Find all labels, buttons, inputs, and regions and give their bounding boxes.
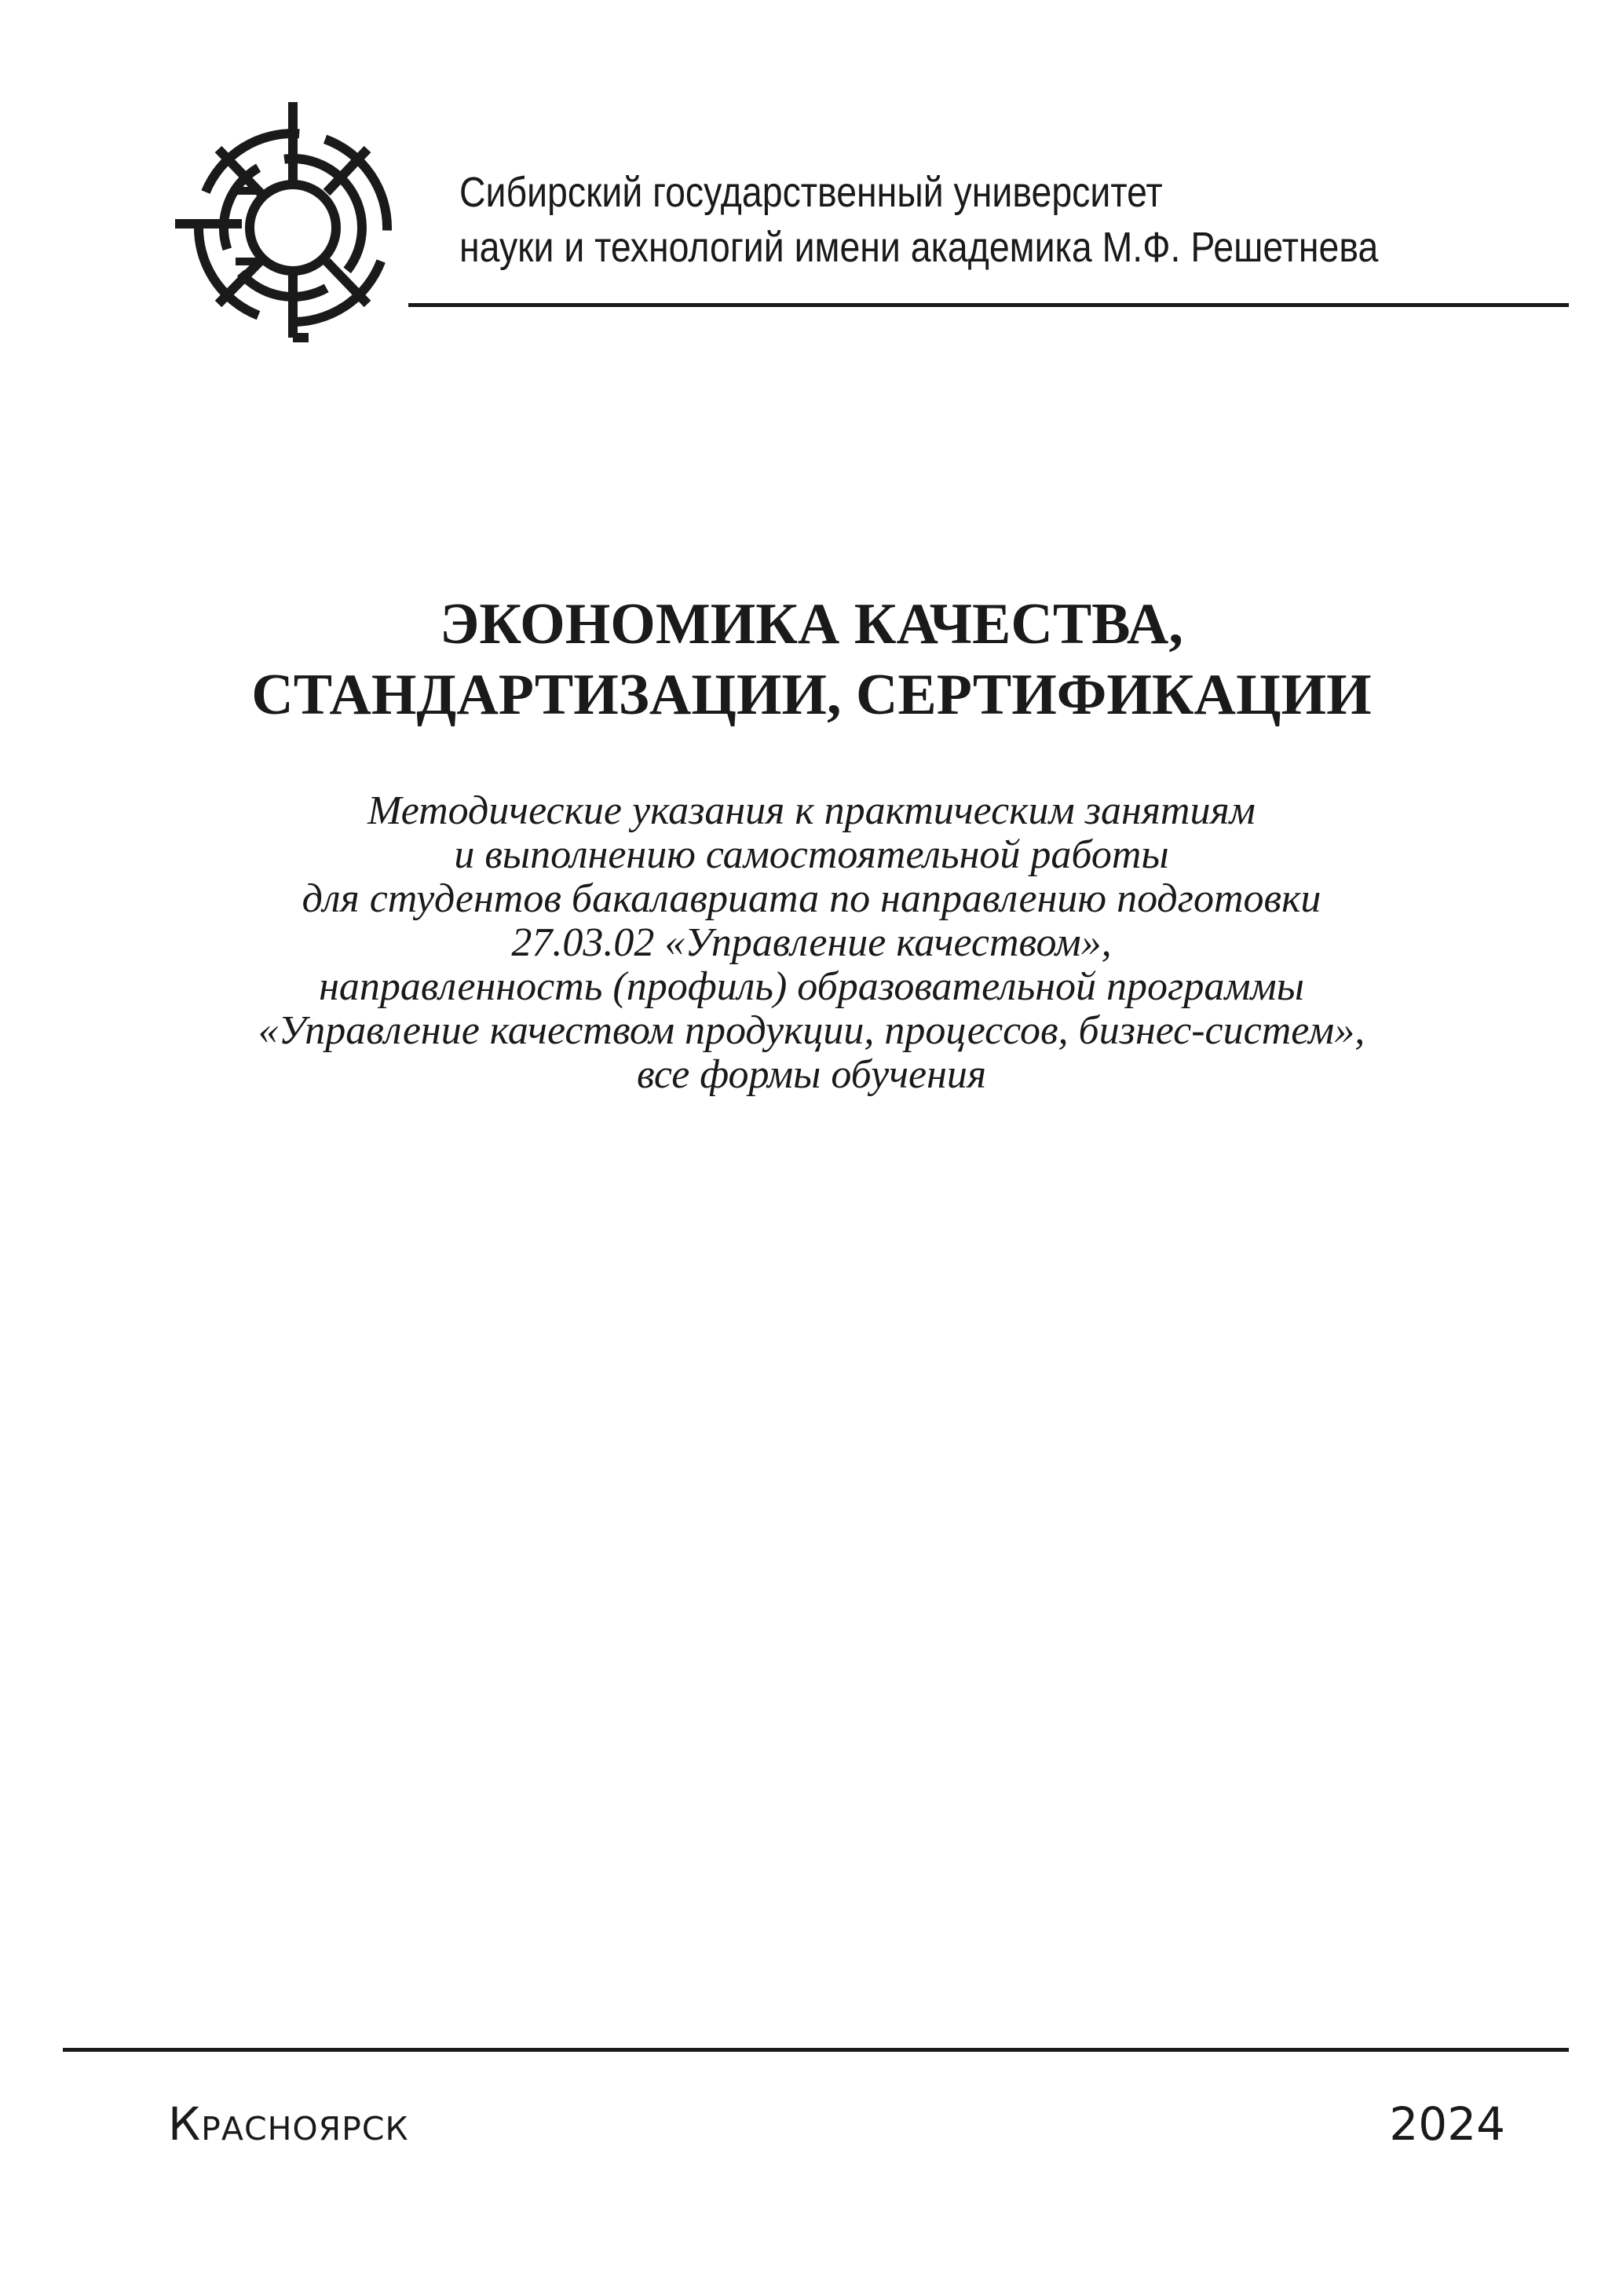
university-name-line2: науки и технологий имени академика М.Ф. Решетнева xyxy=(459,224,1379,271)
subtitle-line: Методические указания к практическим занятиям xyxy=(367,788,1256,833)
university-name-line1: Сибирский государственный университет xyxy=(459,169,1163,216)
publication-city: Красноярск xyxy=(168,2097,409,2151)
university-name xyxy=(459,165,1405,275)
footer-divider xyxy=(63,2048,1569,2052)
subtitle-line: для студентов бакалавриата по направлению подготовки xyxy=(302,876,1321,921)
document-title xyxy=(0,589,1623,730)
header-divider xyxy=(408,303,1569,307)
document-subtitle xyxy=(0,789,1623,1097)
subtitle-line: и выполнению самостоятельной работы xyxy=(454,832,1169,877)
title-line1: ЭКОНОМИКА КАЧЕСТВА, xyxy=(440,592,1183,656)
university-emblem-icon xyxy=(171,98,399,349)
subtitle-line: «Управление качеством продукции, процессов, бизнес-систем», xyxy=(258,1008,1365,1053)
subtitle-line: все формы обучения xyxy=(636,1052,987,1097)
subtitle-line: направленность (профиль) образовательной программы xyxy=(319,964,1304,1009)
publication-year: 2024 xyxy=(1389,2097,1505,2151)
subtitle-line: 27.03.02 «Управление качеством», xyxy=(511,920,1112,965)
title-line2: СТАНДАРТИЗАЦИИ, СЕРТИФИКАЦИИ xyxy=(251,663,1372,727)
